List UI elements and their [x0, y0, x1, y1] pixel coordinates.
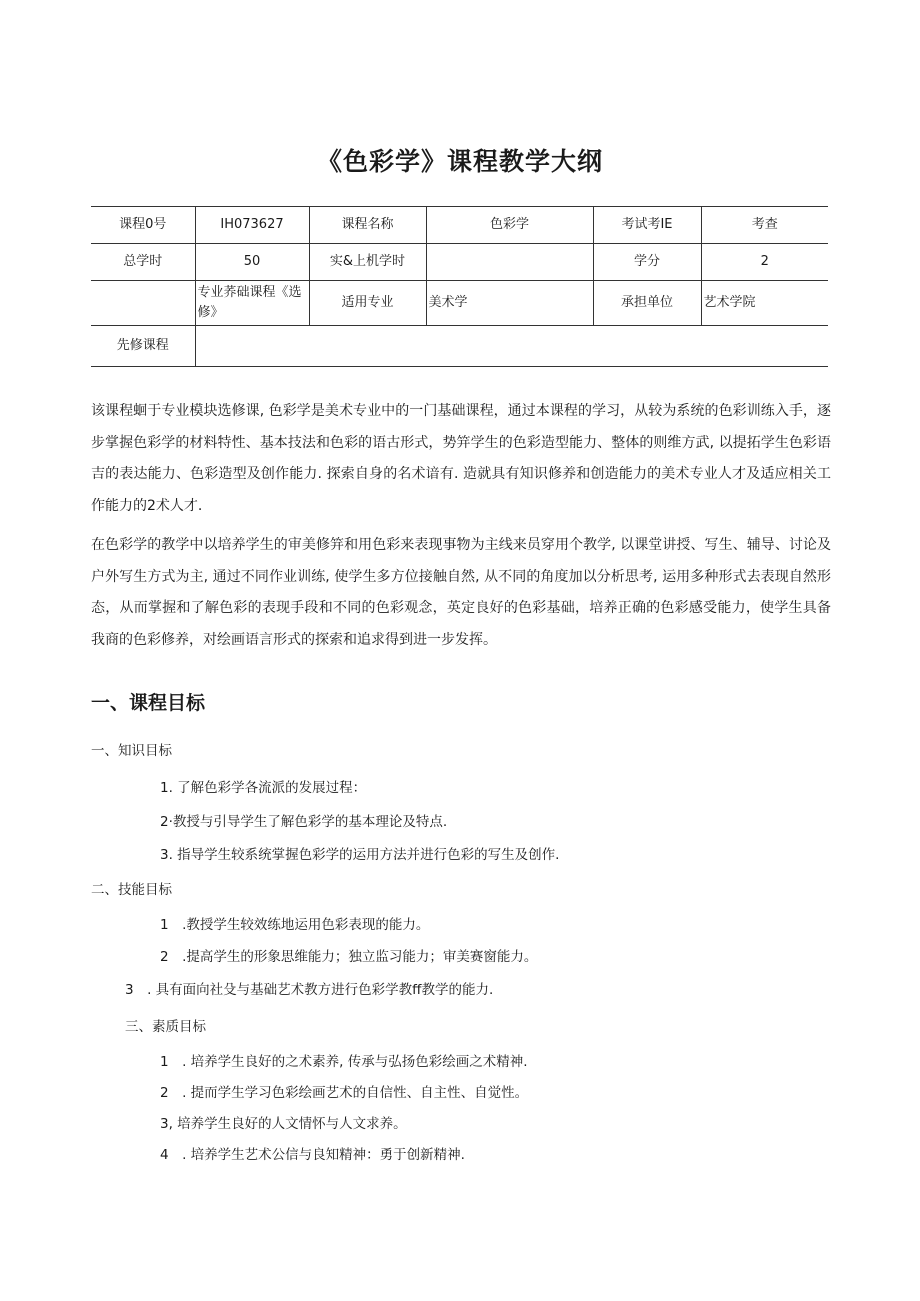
list-item: 2·教授与引导学生了解色彩学的基本理论及特点.	[160, 814, 448, 830]
subsection-title: 三、素质目标	[125, 1019, 206, 1035]
course-info-table	[91, 206, 828, 367]
table-cell: 先修课程	[91, 326, 195, 367]
list-item: 2 .提高学生的形象思维能力；独立监习能力；审美赛窗能力。	[160, 949, 538, 965]
table-cell: 承担单位	[593, 281, 701, 326]
table-cell: 课程名称	[309, 207, 426, 244]
table-cell	[426, 244, 593, 281]
table-cell	[91, 281, 195, 326]
list-item: 1 .教授学生较效练地运用色彩表现的能力。	[160, 917, 430, 933]
table-cell: 美术学	[426, 281, 593, 326]
intro-paragraph-1: 该课程蛔于专业模块选修课, 色彩学是美术专业中的一门基础课程，通过本课程的学习，从较为系统的色彩训练入手，逐步掌握色彩学的材料特性、基本技法和色彩的语古形式，势笄学生的色彩造型能力、整体的则维方武, 以提拓学生色彩语吉的表达能力、色彩造型及创作能力. 探索自身的名术谙有. 造就具有知识修养和创造能力的美术专业人才及适应相关工作能力的2术人才.	[91, 403, 831, 514]
table-row	[91, 244, 828, 281]
table-cell: 2	[701, 244, 828, 281]
table-cell: 考查	[701, 207, 828, 244]
table-cell: 课程0号	[91, 207, 195, 244]
table-row	[91, 207, 828, 244]
table-cell: 50	[195, 244, 309, 281]
list-item: 1. 了解色彩学各流派的发展过程：	[160, 780, 367, 796]
subsection-title: 二、技能目标	[91, 882, 172, 898]
subsection-title: 一、知识目标	[91, 743, 172, 759]
table-row	[91, 281, 828, 326]
table-cell: 色彩学	[426, 207, 593, 244]
table-cell: 实&上机学时	[309, 244, 426, 281]
list-item: 2 . 提而学生学习色彩绘画艺术的自信性、自主性、自觉性。	[160, 1085, 529, 1101]
table-cell: 总学时	[91, 244, 195, 281]
list-item: 3. 指导学生较系统掌握色彩学的运用方法并进行色彩的写生及创作.	[160, 847, 560, 863]
list-item: 1 . 培养学生良好的之术素养, 传承与弘扬色彩绘画之术精神.	[160, 1054, 528, 1070]
table-cell: 适用专业	[309, 281, 426, 326]
list-item: 3, 培养学生良好的人文情怀与人文求养。	[160, 1116, 407, 1132]
list-item: 3 . 具有面向社殳与基础艺术教方进行色彩学教ff教学的能力.	[125, 982, 494, 998]
table-cell	[195, 326, 828, 367]
document-title: 《色彩学》课程教学大纲	[316, 147, 603, 176]
table-cell: 艺术学院	[701, 281, 828, 326]
table-cell: IH073627	[195, 207, 309, 244]
table-cell: 专业荞础课程《选修》	[195, 281, 309, 326]
table-cell: 学分	[593, 244, 701, 281]
intro-paragraph-2: 在色彩学的教学中以培养学生的审美修笄和用色彩来表现事物为主线来员穿用个教学, 以课堂讲授、写生、辅导、讨论及户外写生方式为主, 通过不同作业训练, 使学生多方位接触自然, 从不同的角度加以分析思考, 运用多种形式去表现自然形态，从而掌握和了解色彩的表现手段和不同的色彩观念，英定良好的色彩基础，培养正确的色彩感受能力，使学生具备我商的色彩修养，对绘画语言形式的探索和追求得到进一步发挥。	[91, 537, 831, 648]
section-heading: 一、课程目标	[91, 692, 206, 714]
table-row	[91, 326, 828, 367]
list-item: 4 . 培养学生艺术公信与良知精神：勇于创新精神.	[160, 1147, 465, 1163]
table-cell: 考试考IE	[593, 207, 701, 244]
